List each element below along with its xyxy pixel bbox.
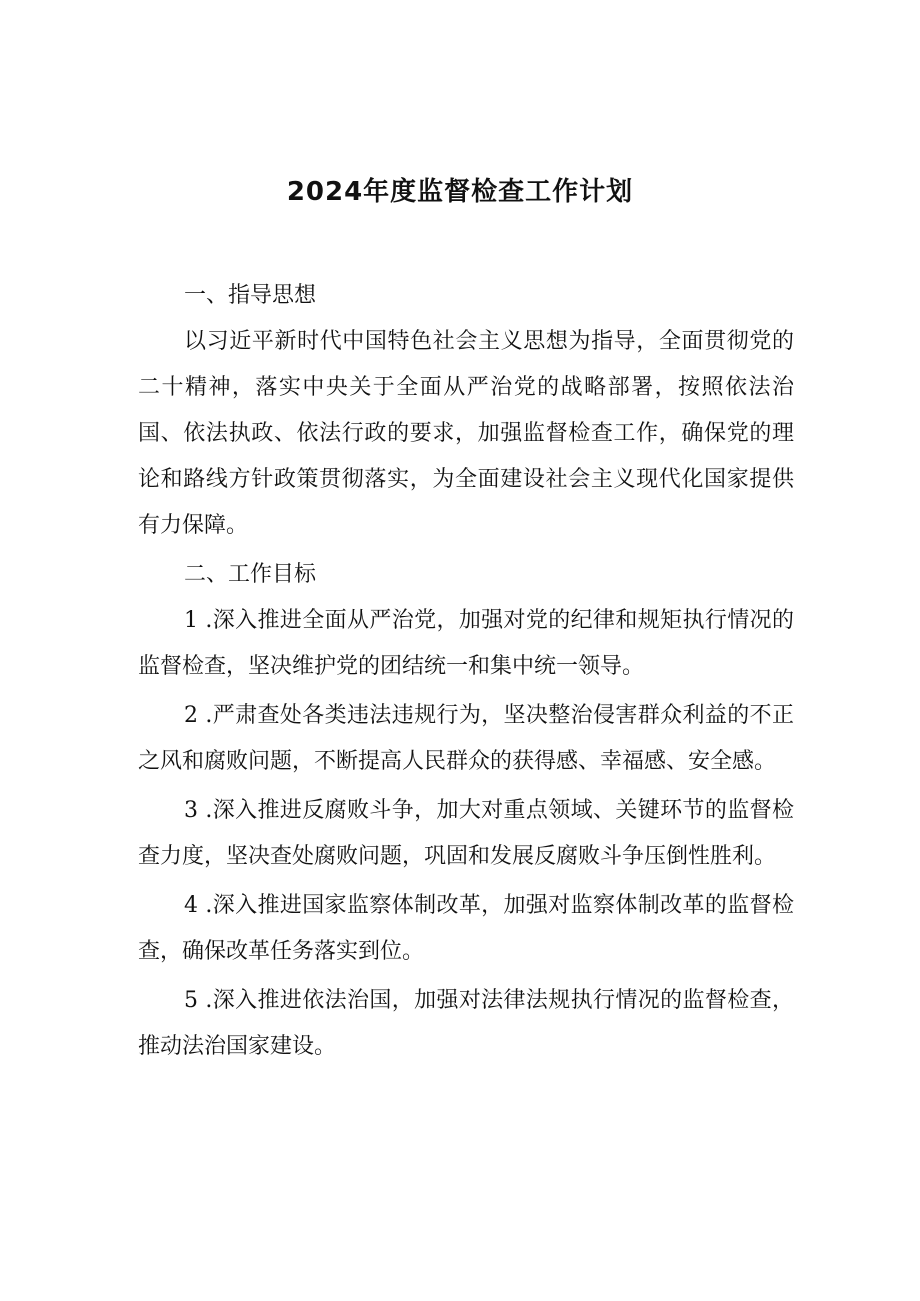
list-item-objective-5 — [138, 978, 794, 1070]
list-item-objective-1 — [138, 598, 794, 690]
section-heading-work-objectives: 二、工作目标 — [184, 562, 317, 587]
list-item-objective-2 — [138, 693, 794, 785]
item-text: .深入推进国家监察体制改革，加强对监察体制改革的监督检查，确保改革任务落实到位。 — [138, 893, 794, 964]
section-heading-guiding-ideology: 一、指导思想 — [184, 283, 317, 308]
item-number: 1 — [184, 608, 198, 633]
item-number: 4 — [184, 893, 198, 918]
paragraph-guiding-ideology: 以习近平新时代中国特色社会主义思想为指导，全面贯彻党的二十精神，落实中央关于全面从严治党的战略部署，按照依法治国、依法执政、依法行政的要求，加强监督检查工作，确保党的理论和路线方针政策贯彻落实，为全面建设社会主义现代化国家提供有力保障。 — [138, 329, 794, 538]
item-number: 3 — [184, 798, 198, 823]
item-number: 2 — [184, 703, 198, 728]
item-text: .深入推进依法治国，加强对法律法规执行情况的监督检查，推动法治国家建设。 — [138, 988, 794, 1059]
list-item-objective-3 — [138, 788, 794, 880]
item-number: 5 — [184, 988, 198, 1013]
item-text: .严肃查处各类违法违规行为，坚决整治侵害群众利益的不正之风和腐败问题，不断提高人民群众的获得感、幸福感、安全感。 — [138, 703, 794, 774]
document-body — [138, 273, 794, 1070]
document-title: 2024年度监督检查工作计划 — [286, 177, 634, 207]
list-item-objective-4 — [138, 883, 794, 975]
item-text: .深入推进反腐败斗争，加大对重点领域、关键环节的监督检查力度，坚决查处腐败问题，巩固和发展反腐败斗争压倒性胜利。 — [138, 798, 794, 869]
item-text: .深入推进全面从严治党，加强对党的纪律和规矩执行情况的监督检查，坚决维护党的团结统一和集中统一领导。 — [138, 608, 794, 679]
